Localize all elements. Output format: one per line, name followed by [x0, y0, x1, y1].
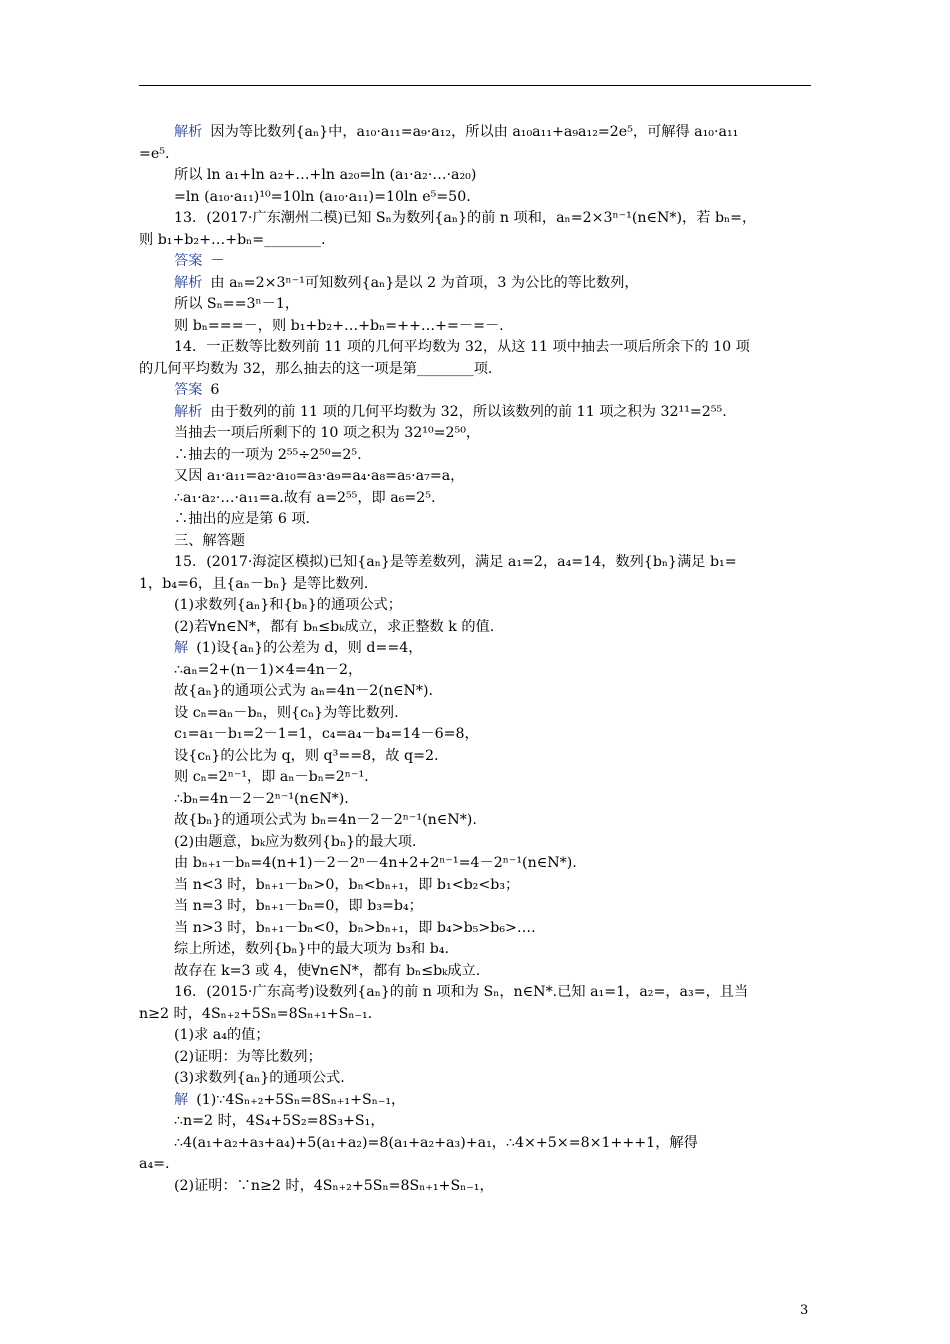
- text-line: [139, 316, 811, 338]
- text-line: [139, 574, 811, 596]
- text-line: [139, 208, 811, 230]
- answer-label: 解: [174, 640, 189, 656]
- text-line: [139, 703, 811, 725]
- text-line: [139, 918, 811, 940]
- line-text: 综上所述，数列{bₙ}中的最大项为 b₃和 b₄.: [174, 941, 449, 957]
- answer-label: 解: [174, 1091, 189, 1108]
- text-line: [139, 445, 811, 467]
- line-text: ∴a₁·a₂·…·a₁₁=a.故有 a=2⁵⁵，即 a₆=2⁵.: [174, 489, 436, 506]
- text-line: [139, 875, 811, 897]
- line-text: 故{aₙ}的通项公式为 aₙ=4n－2(n∈N*).: [174, 683, 434, 699]
- line-text: 则 b₁+b₂+…+bₙ=________.: [139, 231, 326, 248]
- text-line: [139, 896, 811, 918]
- text-line: [139, 746, 811, 768]
- line-text: 当抽去一项后所剩下的 10 项之积为 32¹⁰=2⁵⁰，: [174, 425, 481, 441]
- line-text: 的几何平均数为 32，那么抽去的这一项是第________项.: [139, 360, 493, 377]
- text-line: [139, 402, 811, 424]
- line-text: (2)若∀n∈N*，都有 bₙ≤bₖ成立，求正整数 k 的值.: [174, 618, 495, 635]
- line-text: (3)求数列{aₙ}的通项公式.: [174, 1070, 345, 1086]
- line-text: n≥2 时，4Sₙ₊₂+5Sₙ=8Sₙ₊₁+Sₙ₋₁.: [139, 1005, 373, 1022]
- text-line: [139, 423, 811, 445]
- line-text: (2)由题意，bₖ应为数列{bₙ}的最大项.: [174, 833, 417, 850]
- line-text: a₄=.: [139, 1156, 170, 1172]
- line-text: 又因 a₁·a₁₁=a₂·a₁₀=a₃·a₉=a₄·a₈=a₅·a₇=a，: [174, 468, 465, 484]
- text-line: [139, 552, 811, 574]
- text-line: [139, 165, 811, 187]
- text-line: [139, 359, 811, 381]
- line-text: 16．(2015·广东高考)设数列{aₙ}的前 n 项和为 Sₙ，n∈N*.已知 a₁=1，a₂=，a₃=，且当: [174, 984, 749, 1000]
- text-line: [139, 251, 811, 273]
- text-line: [139, 294, 811, 316]
- text-line: [139, 724, 811, 746]
- line-text: ∴抽去的一项为 2⁵⁵÷2⁵⁰=2⁵.: [174, 446, 362, 463]
- line-text: (2)证明：∵n≥2 时，4Sₙ₊₂+5Sₙ=8Sₙ₊₁+Sₙ₋₁，: [174, 1177, 494, 1194]
- answer-label: 答案: [174, 382, 203, 398]
- text-line: [139, 832, 811, 854]
- text-line: [139, 509, 811, 531]
- text-line: [139, 122, 811, 144]
- line-text: (2)证明：为等比数列；: [174, 1048, 322, 1065]
- text-line: [139, 638, 811, 660]
- line-text: ∴n=2 时，4S₄+5S₂=8S₃+S₁，: [174, 1113, 385, 1129]
- text-line: [139, 810, 811, 832]
- line-text: =ln (a₁₀·a₁₁)¹⁰=10ln (a₁₀·a₁₁)=10ln e⁵=50.: [174, 188, 471, 205]
- text-line: [139, 1068, 811, 1090]
- line-text: 故{bₙ}的通项公式为 bₙ=4n－2－2ⁿ⁻¹(n∈N*).: [174, 812, 477, 828]
- text-line: [139, 767, 811, 789]
- line-text: 因为等比数列{aₙ}中，a₁₀·a₁₁=a₉·a₁₂，所以由 a₁₀a₁₁+a₉a₁₂=2e⁵，可解得 a₁₀·a₁₁: [210, 124, 739, 140]
- line-text: ∴aₙ=2+(n－1)×4=4n－2，: [174, 661, 363, 678]
- line-text: 故存在 k=3 或 4，使∀n∈N*，都有 bₙ≤bₖ成立.: [174, 962, 481, 979]
- text-line: [139, 488, 811, 510]
- text-line: [139, 939, 811, 961]
- line-text: 当 n<3 时，bₙ₊₁－bₙ>0，bₙ<bₙ₊₁，即 b₁<b₂<b₃；: [174, 876, 520, 893]
- line-text: 13．(2017·广东潮州二模)已知 Sₙ为数列{aₙ}的前 n 项和，aₙ=2×3ⁿ⁻¹(n∈N*)，若 bₙ=，: [174, 210, 757, 226]
- line-text: 设 cₙ=aₙ－bₙ，则{cₙ}为等比数列.: [174, 704, 399, 721]
- text-line: [139, 1176, 811, 1198]
- text-line: [139, 853, 811, 875]
- answer-label: 解析: [174, 274, 203, 291]
- text-line: [139, 1090, 811, 1112]
- line-text: 则 bₙ===－，则 b₁+b₂+…+bₙ=++…+=－=－.: [174, 317, 504, 334]
- line-text: 当 n=3 时，bₙ₊₁－bₙ=0，即 b₃=b₄；: [174, 898, 423, 914]
- text-line: [139, 466, 811, 488]
- line-text: (1)设{aₙ}的公差为 d，则 d==4，: [196, 640, 423, 656]
- answer-label: 解析: [174, 403, 203, 420]
- text-line: [139, 617, 811, 639]
- text-line: [139, 1004, 811, 1026]
- line-text: 由 bₙ₊₁－bₙ=4(n+1)－2－2ⁿ－4n+2+2ⁿ⁻¹=4－2ⁿ⁻¹(n∈N*).: [174, 855, 577, 871]
- page-number: 3: [800, 1303, 809, 1318]
- line-text: ∴4(a₁+a₂+a₃+a₄)+5(a₁+a₂)=8(a₁+a₂+a₃)+a₁，∴4×+5×=8×1+++1，解得: [174, 1134, 698, 1151]
- line-text: ∴抽出的应是第 6 项.: [174, 511, 311, 527]
- text-line: [139, 681, 811, 703]
- text-line: [139, 1133, 811, 1155]
- line-text: 1，b₄=6，且{aₙ－bₙ} 是等比数列.: [139, 575, 369, 592]
- text-line: [139, 982, 811, 1004]
- line-text: 所以 Sₙ==3ⁿ－1，: [174, 296, 300, 312]
- answer-label: 答案: [174, 253, 203, 269]
- header-rule: [139, 85, 811, 86]
- text-line: [139, 187, 811, 209]
- line-text: =e⁵.: [139, 145, 170, 162]
- line-text: 所以 ln a₁+ln a₂+…+ln a₂₀=ln (a₁·a₂·…·a₂₀): [174, 167, 477, 183]
- text-line: [139, 789, 811, 811]
- text-line: [139, 380, 811, 402]
- line-text: 三、解答题: [174, 532, 245, 549]
- text-line: [139, 1025, 811, 1047]
- line-text: 15．(2017·海淀区模拟)已知{aₙ}是等差数列，满足 a₁=2，a₄=14，数列{bₙ}满足 b₁=: [174, 554, 737, 570]
- text-line: [139, 1047, 811, 1069]
- text-line: [139, 961, 811, 983]
- answer-label: 解析: [174, 124, 203, 140]
- line-text: 则 cₙ=2ⁿ⁻¹，即 aₙ－bₙ=2ⁿ⁻¹.: [174, 769, 369, 785]
- line-text: c₁=a₁－b₁=2－1=1，c₄=a₄－b₄=14－6=8，: [174, 726, 479, 742]
- line-text: (1)求数列{aₙ}和{bₙ}的通项公式；: [174, 597, 402, 613]
- line-text: 由于数列的前 11 项的几何平均数为 32，所以该数列的前 11 项之积为 32¹¹=2⁵⁵.: [210, 403, 727, 420]
- line-text: －: [210, 253, 225, 269]
- line-text: 由 aₙ=2×3ⁿ⁻¹可知数列{aₙ}是以 2 为首项，3 为公比的等比数列，: [210, 274, 639, 291]
- text-line: [139, 337, 811, 359]
- line-text: 6: [210, 382, 220, 398]
- text-line: [139, 595, 811, 617]
- text-line: [139, 144, 811, 166]
- text-line: [139, 1111, 811, 1133]
- line-text: (1)∵4Sₙ₊₂+5Sₙ=8Sₙ₊₁+Sₙ₋₁，: [196, 1091, 406, 1108]
- text-line: [139, 273, 811, 295]
- text-line: [139, 1154, 811, 1176]
- document-body: [139, 122, 811, 1197]
- text-line: [139, 230, 811, 252]
- text-line: [139, 660, 811, 682]
- line-text: 设{cₙ}的公比为 q，则 q³==8，故 q=2.: [174, 747, 439, 764]
- line-text: ∴bₙ=4n－2－2ⁿ⁻¹(n∈N*).: [174, 790, 349, 807]
- text-line: [139, 531, 811, 553]
- line-text: 当 n>3 时，bₙ₊₁－bₙ<0，bₙ>bₙ₊₁，即 b₄>b₅>b₆>….: [174, 919, 536, 936]
- line-text: 14．一正数等比数列前 11 项的几何平均数为 32，从这 11 项中抽去一项后所余下的 10 项: [174, 339, 750, 355]
- line-text: (1)求 a₄的值；: [174, 1027, 270, 1043]
